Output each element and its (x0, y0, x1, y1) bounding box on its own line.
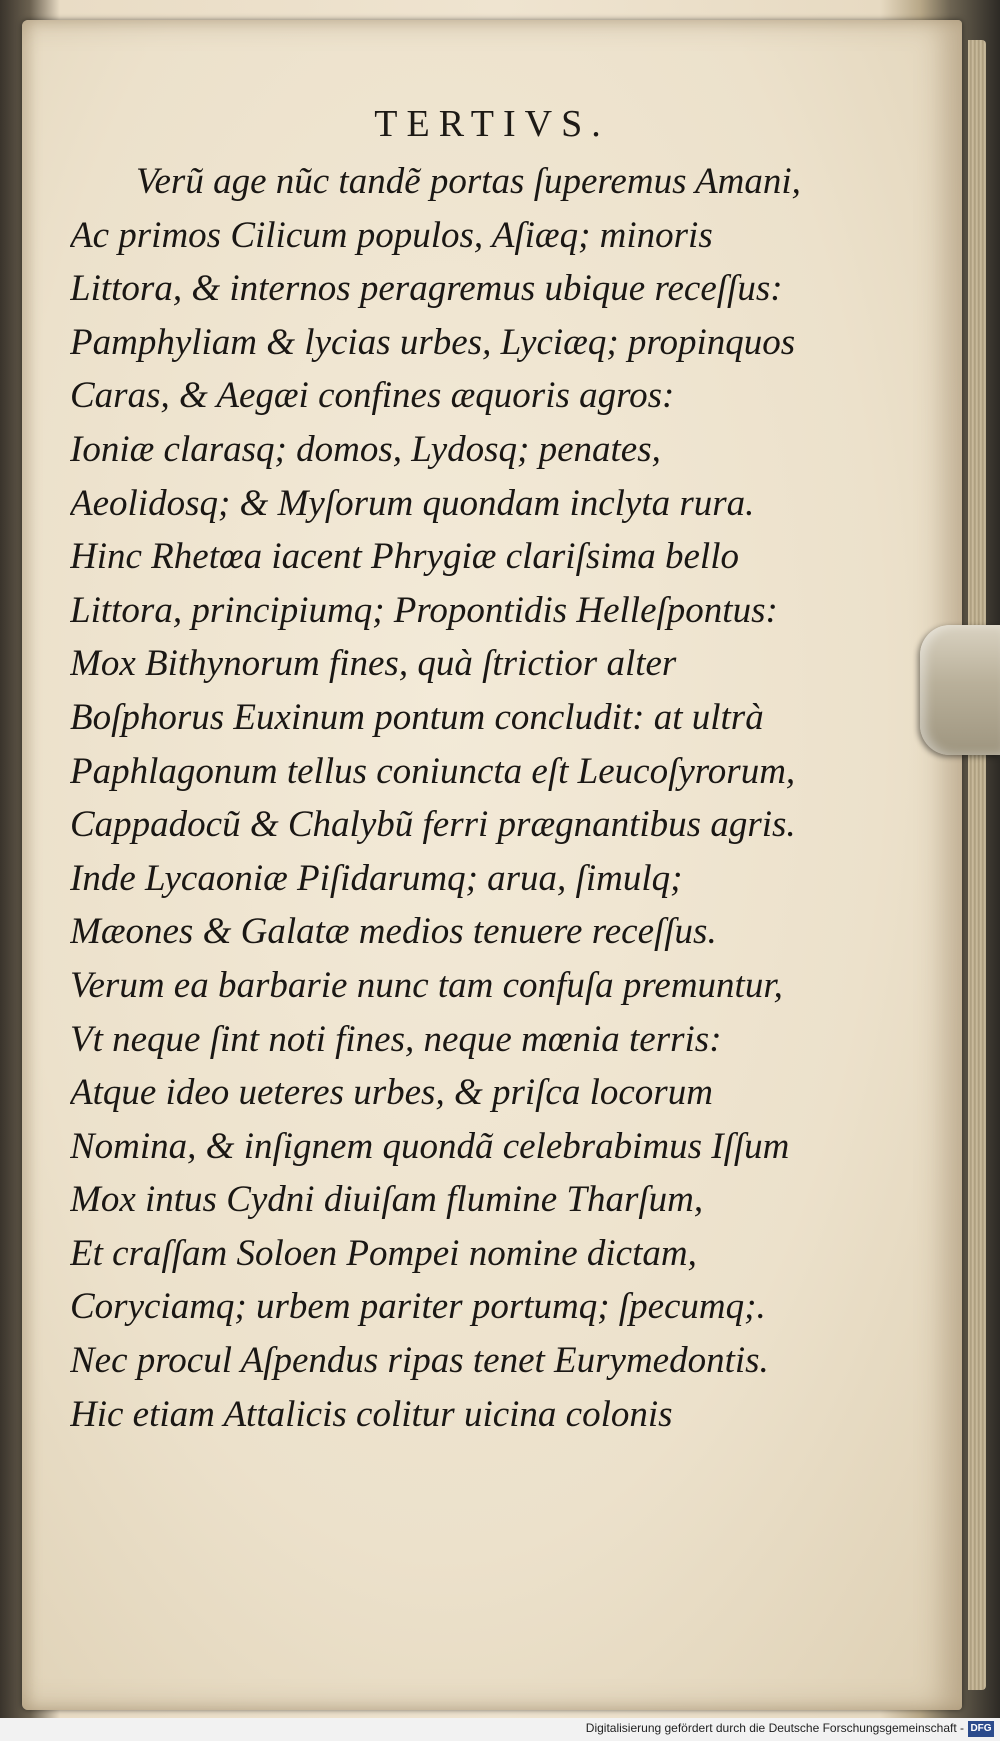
verse-line: Vt neque ſint noti fines, neque mœnia terris: (70, 1018, 722, 1060)
verse-line: Hinc Rhetœa iacent Phrygiæ clariſsima bello (70, 536, 739, 578)
dfg-logo: DFG (968, 1721, 994, 1737)
book-page (22, 20, 962, 1710)
verse-line: Verum ea barbarie nunc tam confuſa premuntur, (70, 964, 783, 1006)
verse-line: Hic etiam Attalicis colitur uicina colonis (70, 1393, 673, 1435)
verse-line: Cappadocũ & Chalybũ ferri prægnantibus agris. (70, 804, 796, 846)
book-clasp (920, 625, 1000, 755)
verse-text (70, 155, 950, 1441)
running-head: TERTIVS. (374, 103, 610, 145)
verse-line: Aeolidosq; & Myſorum quondam inclyta rura. (70, 482, 755, 524)
verse-line: Littora, principiumq; Propontidis Helleſpontus: (70, 589, 778, 631)
verse-line: Verũ age nũc tandẽ portas ſuperemus Amani, (136, 161, 801, 202)
verse-line: Et craſſam Soloen Pompei nomine dictam, (70, 1232, 697, 1274)
verse-line: Nomina, & inſignem quondã celebrabimus Iſſum (70, 1125, 790, 1167)
verse-line: Atque ideo ueteres urbes, & priſca locorum (70, 1072, 713, 1114)
verse-line: Coryciamq; urbem pariter portumq; ſpecumq;. (70, 1286, 766, 1328)
verse-line: Ioniæ clarasq; domos, Lydosq; penates, (70, 428, 661, 470)
verse-line: Littora, & internos peragremus ubique receſſus: (70, 268, 783, 310)
funding-credit: Digitalisierung gefördert durch die Deutsche Forschungsgemeinschaft - (585, 1721, 964, 1735)
verse-line: Mox intus Cydni diuiſam flumine Tharſum, (70, 1179, 704, 1221)
page-edges (968, 40, 986, 1690)
verse-line: Paphlagonum tellus coniuncta eſt Leucoſyrorum, (70, 750, 796, 792)
verse-line: Boſphorus Euxinum pontum concludit: at ultrà (70, 696, 764, 738)
verse-line: Mox Bithynorum fines, quà ſtrictior alter (70, 643, 677, 685)
verse-line: Ac primos Cilicum populos, Aſiæq; minoris (70, 214, 713, 256)
verse-line: Pamphyliam & lycias urbes, Lyciæq; propinquos (70, 321, 796, 363)
verse-line: Inde Lycaoniæ Piſidarumq; arua, ſimulq; (70, 857, 683, 899)
verse-line: Caras, & Aegæi confines æquoris agros: (70, 375, 675, 417)
verse-line: Nec procul Aſpendus ripas tenet Eurymedontis. (70, 1340, 769, 1382)
digitization-footer (0, 1718, 1000, 1741)
verse-line: Mæones & Galatæ medios tenuere receſſus. (70, 911, 717, 953)
